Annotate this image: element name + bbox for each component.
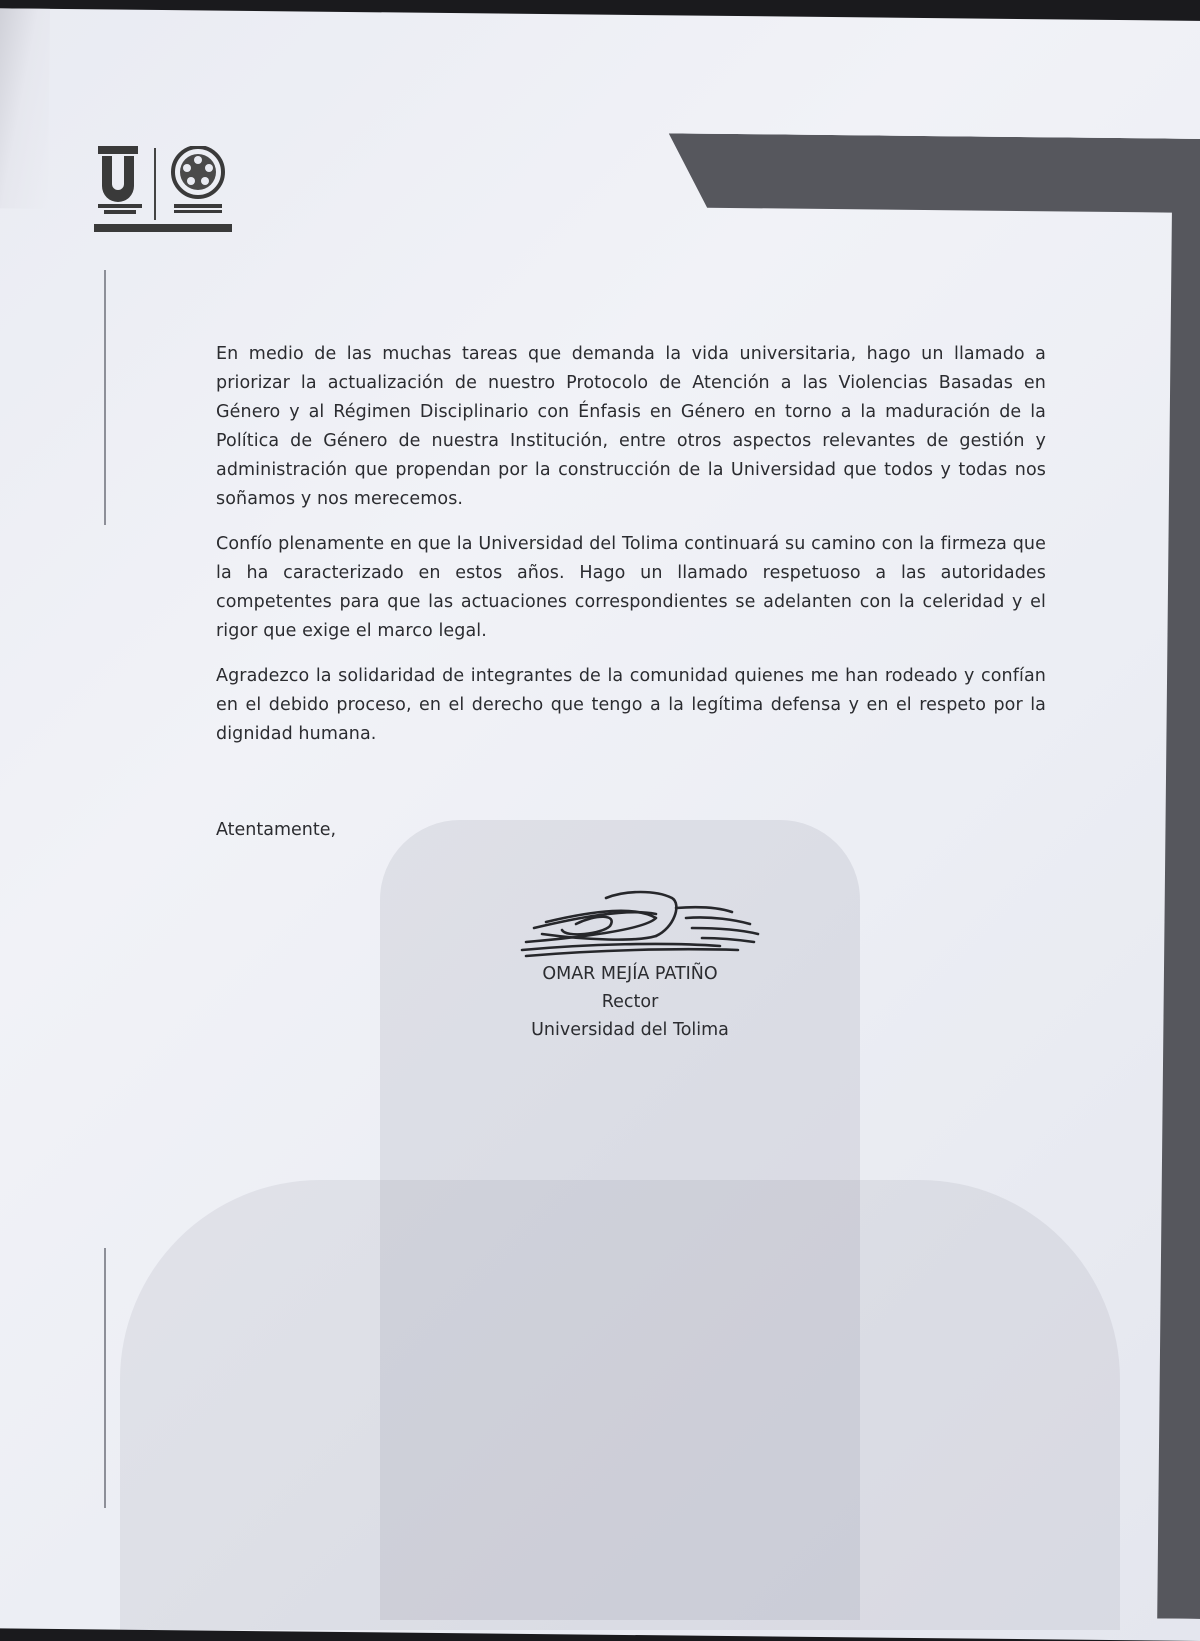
page-curl [0,8,50,209]
closing-salutation: Atentamente, [216,820,337,840]
letter-body [216,340,1046,765]
signatory-title: Rector [601,992,659,1012]
margin-rule-top [104,270,106,525]
handwritten-signature [506,884,766,970]
accreditation-seal-icon [170,146,230,222]
ut-logo-icon [98,146,148,222]
signature-block [480,960,780,1044]
university-logo [92,146,234,238]
hand-shadow [120,1180,1120,1630]
paragraph-gratitude: Agradezco la solidaridad de integrantes de la comunidad quienes me han rodeado y confían en el debido proceso, en el derecho que tengo a la legítima defensa y en el respeto por la dignidad humana. [216,666,1046,744]
paragraph-priorities: En medio de las muchas tareas que demanda la vida universitaria, hago un llamado a priorizar la actualización de nuestro Protocolo de Atención a las Violencias Basadas en Género y al Régimen Disciplinario con Énfasis en Género en torno a la maduración de la Política de Género de nuestra Institución, entre otros aspectos relevantes de gestión y administración que propendan por la construcción de la Universidad que todos y todas nos soñamos y nos merecemos. [216,344,1046,509]
margin-rule-bottom [104,1248,106,1508]
logo-tagline-bar [94,224,232,232]
paragraph-confidence: Confío plenamente en que la Universidad del Tolima continuará su camino con la firmeza que la ha caracterizado en estos años. Hago un llamado respetuoso a las autoridades competentes para que las actuaciones correspondientes se adelanten con la celeridad y el rigor que exige el marco legal. [216,534,1046,641]
signatory-name: OMAR MEJÍA PATIÑO [542,964,718,984]
logo-divider [154,148,156,220]
signatory-organization: Universidad del Tolima [531,1020,729,1040]
